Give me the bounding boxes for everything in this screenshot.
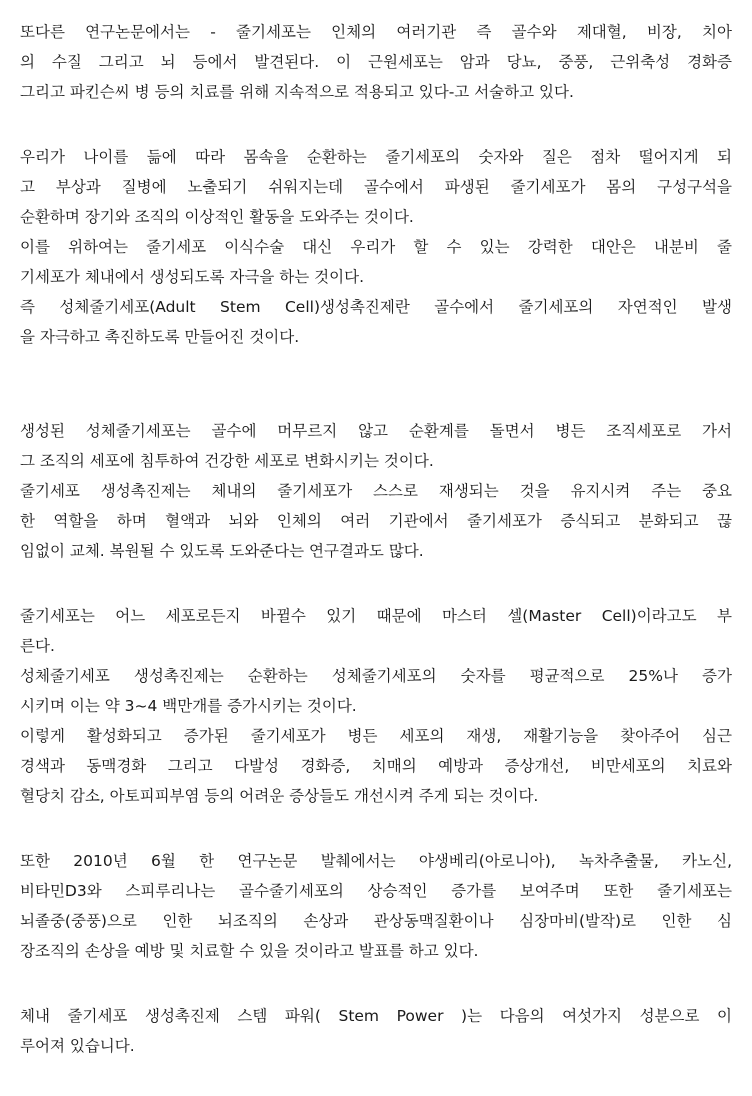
paragraph-6 bbox=[20, 1001, 732, 1061]
paragraph-1 bbox=[20, 17, 732, 107]
text-line: 또한 2010년 6월 한 연구논문 발췌에서는 야생베리(아로니아), 녹차추출물, 카노신, bbox=[20, 852, 732, 870]
document-body bbox=[20, 17, 732, 1096]
text-line: 그 조직의 세포에 침투하여 건강한 세포로 변화시키는 것이다. bbox=[20, 452, 434, 470]
text-line: 장조직의 손상을 예방 및 치료할 수 있을 것이라고 발표를 하고 있다. bbox=[20, 942, 479, 960]
text-line: 임없이 교체. 복원될 수 있도록 도와준다는 연구결과도 많다. bbox=[20, 542, 424, 560]
text-line: 고 부상과 질병에 노출되기 쉬워지는데 골수에서 파생된 줄기세포가 몸의 구성구석을 bbox=[20, 178, 732, 196]
text-line: 비타민D3와 스피루리나는 골수줄기세포의 상승적인 증가를 보여주며 또한 줄기세포는 bbox=[20, 882, 732, 900]
text-line: 순환하며 장기와 조직의 이상적인 활동을 도와주는 것이다. bbox=[20, 208, 414, 226]
text-line: 우리가 나이를 듦에 따라 몸속을 순환하는 줄기세포의 숫자와 질은 점차 떨어지게 되 bbox=[20, 148, 732, 166]
text-line: 체내 줄기세포 생성촉진제 스템 파워( Stem Power )는 다음의 여섯가지 성분으로 이 bbox=[20, 1007, 732, 1025]
text-line: 생성된 성체줄기세포는 골수에 머무르지 않고 순환계를 돌면서 병든 조직세포로 가서 bbox=[20, 422, 732, 440]
text-line: 줄기세포 생성촉진제는 체내의 줄기세포가 스스로 재생되는 것을 유지시켜 주는 중요 bbox=[20, 482, 732, 500]
text-line: 루어져 있습니다. bbox=[20, 1037, 135, 1055]
text-line: 의 수질 그리고 뇌 등에서 발견된다. 이 근원세포는 암과 당뇨, 중풍, 근위축성 경화증 bbox=[20, 53, 732, 71]
text-line: 즉 성체줄기세포(Adult Stem Cell)생성촉진제란 골수에서 줄기세포의 자연적인 발생 bbox=[20, 298, 732, 316]
text-line: 경색과 동맥경화 그리고 다발성 경화증, 치매의 예방과 증상개선, 비만세포의 치료와 bbox=[20, 757, 732, 775]
text-line: 기세포가 체내에서 생성되도록 자극을 하는 것이다. bbox=[20, 268, 364, 286]
text-line: 뇌졸중(중풍)으로 인한 뇌조직의 손상과 관상동맥질환이나 심장마비(발작)로 인한 심 bbox=[20, 912, 732, 930]
paragraph-3 bbox=[20, 416, 732, 566]
text-line: 시키며 이는 약 3~4 백만개를 증가시키는 것이다. bbox=[20, 697, 357, 715]
text-line: 줄기세포는 어느 세포로든지 바뀔수 있기 때문에 마스터 셀(Master Cell)이라고도 부 bbox=[20, 607, 732, 625]
text-line: 한 역할을 하며 혈액과 뇌와 인체의 여러 기관에서 줄기세포가 증식되고 분화되고 끊 bbox=[20, 512, 732, 530]
text-line: 성체줄기세포 생성촉진제는 순환하는 성체줄기세포의 숫자를 평균적으로 25%나 증가 bbox=[20, 667, 732, 685]
paragraph-4 bbox=[20, 601, 732, 811]
text-line: 이렇게 활성화되고 증가된 줄기세포가 병든 세포의 재생, 재활기능을 찾아주어 심근 bbox=[20, 727, 732, 745]
paragraph-2 bbox=[20, 142, 732, 352]
text-line: 이를 위하여는 줄기세포 이식수술 대신 우리가 할 수 있는 강력한 대안은 내분비 줄 bbox=[20, 238, 732, 256]
text-line: 을 자극하고 촉진하도록 만들어진 것이다. bbox=[20, 328, 300, 346]
text-line: 또다른 연구논문에서는 - 줄기세포는 인체의 여러기관 즉 골수와 제대혈, 비장, 치아 bbox=[20, 23, 732, 41]
paragraph-5 bbox=[20, 846, 732, 966]
text-line: 른다. bbox=[20, 637, 55, 655]
text-line: 혈당치 감소, 아토피피부염 등의 어려운 증상들도 개선시켜 주게 되는 것이다. bbox=[20, 787, 539, 805]
text-line: 그리고 파킨슨씨 병 등의 치료를 위해 지속적으로 적용되고 있다-고 서술하고 있다. bbox=[20, 83, 574, 101]
